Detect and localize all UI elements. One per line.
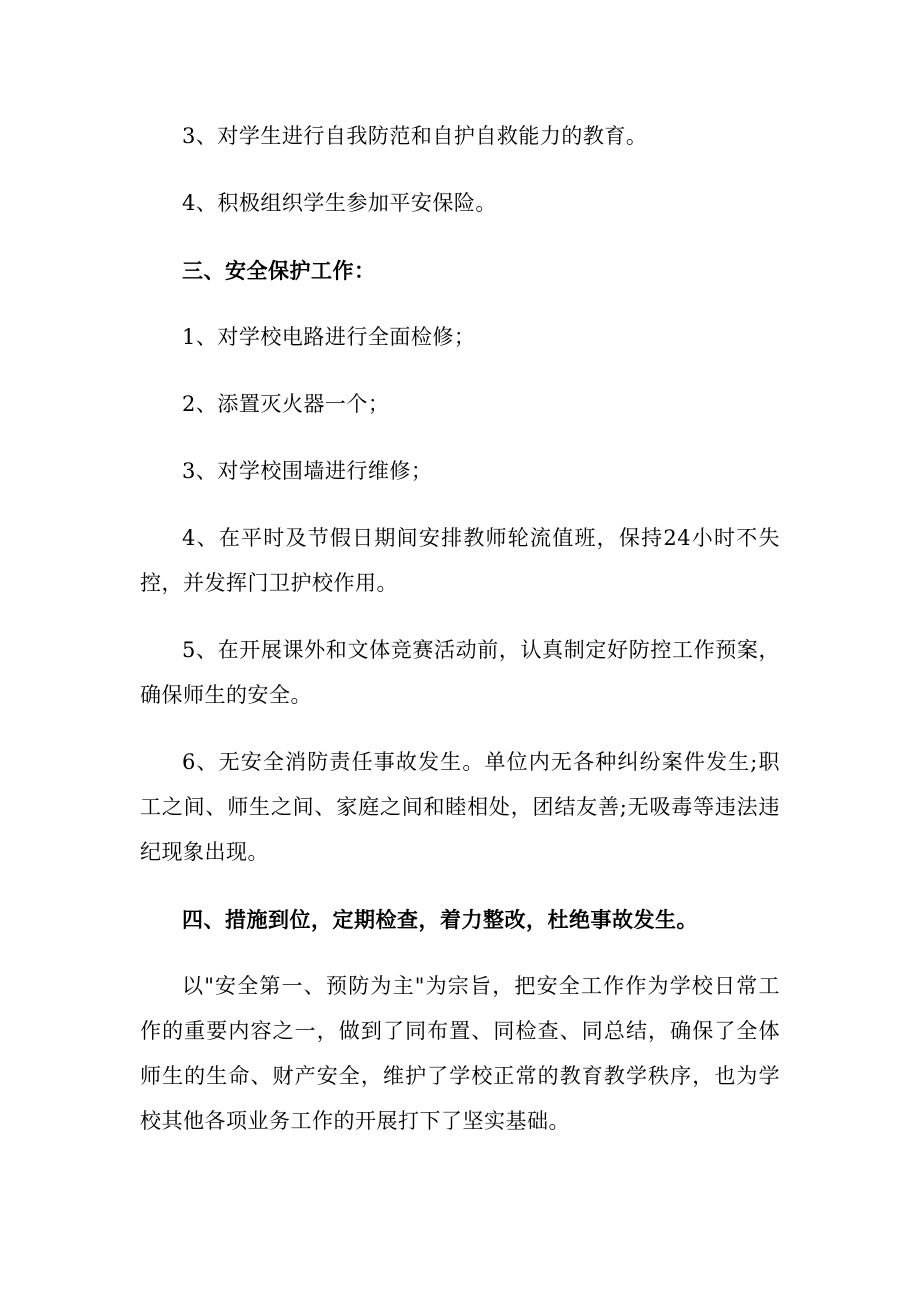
paragraph-fire-extinguisher: 2、添置灭火器一个； [182, 392, 390, 416]
paragraph-no-accidents: 6、无安全消防责任事故发生。单位内无各种纠纷案件发生;职工之间、师生之间、家庭之间和睦相处，团结友善;无吸毒等违法违纪现象出现。 [140, 750, 780, 864]
paragraph-activity-plan: 5、在开展课外和文体竞赛活动前，认真制定好防控工作预案，确保师生的安全。 [140, 638, 780, 707]
paragraph-circuit-repair: 1、对学校电路进行全面检修； [182, 325, 476, 349]
paragraph-summary: 以"安全第一、预防为主"为宗旨，把安全工作作为学校日常工作的重要内容之一，做到了同布置、同检查、同总结，确保了全体师生的生命、财产安全，维护了学校正常的教育教学秩序，也为学校其他各项业务工作的开展打下了坚实基础。 [140, 974, 780, 1133]
paragraph-safety-education: 3、对学生进行自我防范和自护自救能力的教育。 [182, 124, 648, 148]
section-heading-safety-protection: 三、安全保护工作： [182, 258, 376, 283]
section-heading-measures: 四、措施到位，定期检查，着力整改，杜绝事故发生。 [182, 907, 698, 932]
document-page [140, 114, 780, 1144]
paragraph-insurance: 4、积极组织学生参加平安保险。 [182, 191, 497, 215]
paragraph-duty-roster: 4、在平时及节假日期间安排教师轮流值班，保持24小时不失控，并发挥门卫护校作用。 [140, 526, 780, 595]
paragraph-wall-repair: 3、对学校围墙进行维修； [182, 459, 433, 483]
